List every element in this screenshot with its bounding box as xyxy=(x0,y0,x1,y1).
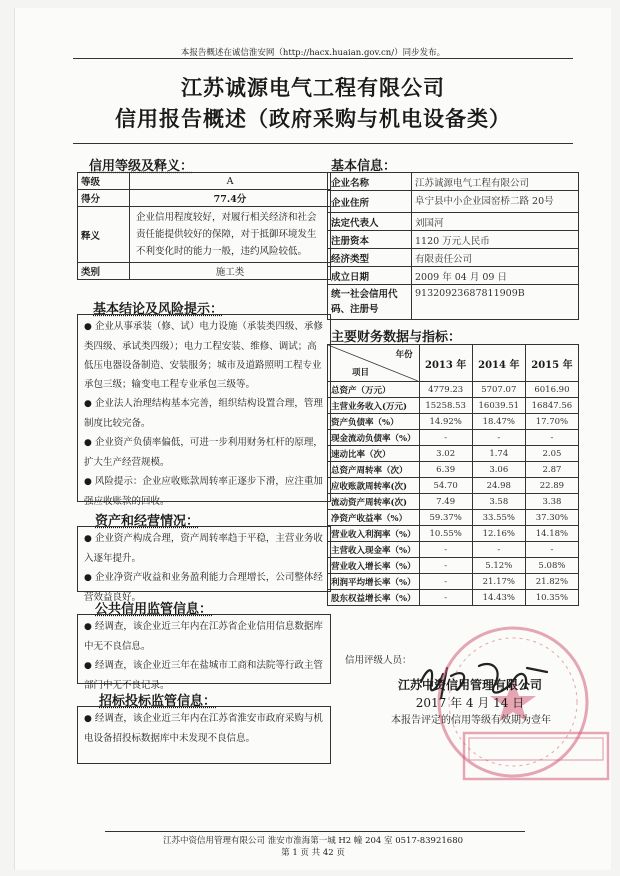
metric-name: 资产负债率（%） xyxy=(328,414,420,430)
footer-divider xyxy=(105,831,525,832)
metric-value: 5.12% xyxy=(472,558,525,574)
metric-name: 速动比率（次） xyxy=(328,446,420,462)
metric-value: 22.89 xyxy=(525,478,578,494)
metric-value: 14.43% xyxy=(472,590,525,606)
metric-value: 7.49 xyxy=(419,494,472,510)
financial-row xyxy=(328,446,579,462)
metric-value: 21.17% xyxy=(472,574,525,590)
bidding-item: ● 经调查，该企业近三年内在江苏省淮安市政府采购与机电设备招投标数据库中未发现不良信息。 xyxy=(84,713,323,744)
metric-value: 14.92% xyxy=(419,414,472,430)
assets-operations-box xyxy=(77,526,331,603)
founded-row: 成立日期 2009 年 04 月 09 日 xyxy=(328,267,579,285)
metric-value: - xyxy=(472,542,525,558)
conclusion-item: ● 企业法人治理结构基本完善，组织结构设置合理，管理制度比较完备。 xyxy=(84,398,323,429)
metric-name: 主营收入现金率（%） xyxy=(328,542,420,558)
metric-name: 股东权益增长率（%） xyxy=(328,590,420,606)
metric-value: 17.70% xyxy=(525,414,578,430)
financial-row xyxy=(328,510,579,526)
bullet-icon: ● xyxy=(84,534,92,544)
metric-value: - xyxy=(419,574,472,590)
public-credit-item: ● 经调查，该企业近三年在盐城市工商和法院等行政主管部门中无不良记录。 xyxy=(84,660,323,691)
bullet-icon: ● xyxy=(84,714,92,724)
conclusion-item: ● 企业资产负债率偏低，可进一步利用财务杠杆的原理，扩大生产经营规模。 xyxy=(84,437,323,468)
category-row xyxy=(78,263,331,280)
metric-value: 54.70 xyxy=(419,478,472,494)
legal-rep-value: 刘国河 xyxy=(412,213,579,231)
category-value: 施工类 xyxy=(130,263,331,280)
score-value: 77.4分 xyxy=(130,190,331,207)
company-name-value: 江苏诚源电气工程有限公司 xyxy=(412,173,579,191)
metric-value: 2.05 xyxy=(525,446,578,462)
metric-value: - xyxy=(472,430,525,446)
financial-row xyxy=(328,398,579,414)
bullet-icon: ● xyxy=(84,322,92,332)
corner-year-label: 年份 xyxy=(395,350,413,360)
metric-value: - xyxy=(525,430,578,446)
metric-value: 12.16% xyxy=(472,526,525,542)
metric-name: 总资产（万元） xyxy=(328,382,420,398)
assets-item: ● 企业资产构成合理，资产周转率趋于平稳，主营业务收入逐年提升。 xyxy=(84,533,323,564)
financial-row xyxy=(328,382,579,398)
metric-name: 利润平均增长率（%） xyxy=(328,574,420,590)
capital-value: 1120 万元人民币 xyxy=(412,231,579,249)
metric-value: 10.35% xyxy=(525,590,578,606)
public-credit-box xyxy=(77,614,331,691)
credit-code-value: 91320923687811909B xyxy=(412,285,579,320)
financial-row xyxy=(328,478,579,494)
metric-value: 2.87 xyxy=(525,462,578,478)
assets-operations-heading: 资产和经营情况： xyxy=(95,514,200,529)
conclusion-item: ● 企业从事承装（修、试）电力设施（承装类四级、承修类四级、承试类四级）；电力工程安装、维修、调试；高低压电器设备制造、安装服务；城市及道路照明工程专业承包三级；输变电工程专业承包三级等。 xyxy=(84,321,323,390)
financial-row xyxy=(328,526,579,542)
score-row xyxy=(78,190,331,207)
report-stamp-icon xyxy=(461,730,611,782)
metric-value: 16847.56 xyxy=(525,398,578,414)
metric-value: 6.39 xyxy=(419,462,472,478)
bidding-heading: 招标投标监管信息： xyxy=(99,694,217,709)
metric-value: 33.55% xyxy=(472,510,525,526)
public-credit-heading: 公共信用监管信息： xyxy=(95,602,213,617)
report-title: 信用报告概述（政府采购与机电设备类） xyxy=(115,106,511,131)
metric-value: 24.98 xyxy=(472,478,525,494)
grade-value: A xyxy=(130,173,331,190)
category-label: 类别 xyxy=(78,263,130,280)
metric-value: 15258.53 xyxy=(419,398,472,414)
grade-row xyxy=(78,173,331,190)
metric-value: 59.37% xyxy=(419,510,472,526)
financial-row xyxy=(328,558,579,574)
issuer-name: 江苏中资信用管理有限公司 xyxy=(397,678,542,692)
financial-row xyxy=(328,462,579,478)
bullet-icon: ● xyxy=(84,399,92,409)
title-divider xyxy=(73,143,573,144)
metric-value: - xyxy=(525,542,578,558)
rater-label: 信用评级人员： xyxy=(345,655,412,666)
financial-table xyxy=(327,344,579,606)
metric-value: 3.58 xyxy=(472,494,525,510)
basic-conclusion-box xyxy=(77,314,331,507)
basic-info-table xyxy=(327,172,579,320)
grade-label: 等级 xyxy=(78,173,130,190)
metric-value: - xyxy=(419,430,472,446)
metric-value: 6016.90 xyxy=(525,382,578,398)
publication-notice: 本报告概述在诚信淮安网（http://hacx.huaian.gov.cn/）同步发布。 xyxy=(180,48,446,58)
bidding-box xyxy=(77,706,331,764)
company-name-row: 企业名称 江苏诚源电气工程有限公司 xyxy=(328,173,579,191)
bullet-icon: ● xyxy=(84,661,92,671)
metric-name: 流动资产周转率(次) xyxy=(328,494,420,510)
metric-value: 16039.51 xyxy=(472,398,525,414)
footer-address: 江苏中资信用管理有限公司 淮安市淮海第一城 H2 幢 204 室 0517-83921680 xyxy=(162,836,464,846)
financial-header-row xyxy=(328,345,579,382)
company-title: 江苏诚源电气工程有限公司 xyxy=(181,75,445,100)
report-page xyxy=(14,8,611,870)
metric-value: 18.47% xyxy=(472,414,525,430)
metric-value: 21.82% xyxy=(525,574,578,590)
financial-row xyxy=(328,494,579,510)
metric-name: 应收账款周转率(次) xyxy=(328,478,420,494)
economic-type-row: 经济类型 有限责任公司 xyxy=(328,249,579,267)
metric-value: 3.38 xyxy=(525,494,578,510)
credit-grade-heading: 信用等级及释义： xyxy=(89,159,194,174)
assets-item: ● 企业净资产收益和业务盈利能力合理增长，公司整体经营效益良好。 xyxy=(84,572,323,603)
metric-name: 主营业务收入(万元) xyxy=(328,398,420,414)
credit-grade-table xyxy=(77,172,331,280)
page-number: 第 1 页 共 42 页 xyxy=(281,848,345,858)
metric-value: 5.08% xyxy=(525,558,578,574)
credit-code-row: 统一社会信用代码、注册号 91320923687811909B xyxy=(328,285,579,320)
year-header: 2013 年 xyxy=(419,345,472,382)
financial-row xyxy=(328,574,579,590)
financial-row xyxy=(328,414,579,430)
score-label: 得分 xyxy=(78,190,130,207)
metric-value: 37.30% xyxy=(525,510,578,526)
risk-warning-item: ● 风险提示：企业应收账款周转率正逐步下滑，应注重加强应收账款的回收。 xyxy=(84,476,323,507)
definition-row xyxy=(78,207,331,263)
metric-value: - xyxy=(419,558,472,574)
metric-value: - xyxy=(419,542,472,558)
address-value: 阜宁县中小企业园窑桥二路 20号 xyxy=(412,191,579,213)
year-header: 2015 年 xyxy=(525,345,578,382)
bullet-icon: ● xyxy=(84,438,92,448)
bullet-icon: ● xyxy=(84,477,92,487)
metric-value: - xyxy=(419,590,472,606)
metric-name: 现金流动负债率（%） xyxy=(328,430,420,446)
metric-value: 4779.23 xyxy=(419,382,472,398)
metric-name: 营业收入增长率（%） xyxy=(328,558,420,574)
year-header: 2014 年 xyxy=(472,345,525,382)
financial-heading: 主要财务数据与指标： xyxy=(331,330,462,345)
founded-value: 2009 年 04 月 09 日 xyxy=(412,267,579,285)
metric-name: 净资产收益率（%） xyxy=(328,510,420,526)
metric-value: 5707.07 xyxy=(472,382,525,398)
capital-row: 注册资本 1120 万元人民币 xyxy=(328,231,579,249)
validity-note: 本报告评定的信用等级有效期为壹年 xyxy=(391,715,551,726)
bullet-icon: ● xyxy=(84,622,92,632)
corner-cell xyxy=(328,345,420,382)
definition-label: 释义 xyxy=(78,207,130,263)
economic-type-value: 有限责任公司 xyxy=(412,249,579,267)
metric-name: 总资产周转率（次） xyxy=(328,462,420,478)
corner-item-label: 项目 xyxy=(352,368,370,378)
financial-row xyxy=(328,542,579,558)
legal-rep-row: 法定代表人 刘国河 xyxy=(328,213,579,231)
metric-name: 营业收入利润率（%） xyxy=(328,526,420,542)
financial-row xyxy=(328,430,579,446)
basic-info-heading: 基本信息： xyxy=(331,159,397,174)
financial-row xyxy=(328,590,579,606)
basic-conclusion-heading: 基本结论及风险提示： xyxy=(93,302,224,317)
issue-date: 2017 年 4 月 14 日 xyxy=(415,696,525,710)
header-divider xyxy=(73,58,573,59)
public-credit-item: ● 经调查，该企业近三年内在江苏省企业信用信息数据库中无不良信息。 xyxy=(84,621,323,652)
metric-value: 14.18% xyxy=(525,526,578,542)
metric-value: 1.74 xyxy=(472,446,525,462)
bullet-icon: ● xyxy=(84,573,92,583)
definition-value: 企业信用程度较好，对履行相关经济和社会责任能提供较好的保障，对于抵御环境发生不利变化时的能力一般，违约风险较低。 xyxy=(130,207,331,263)
metric-value: 3.02 xyxy=(419,446,472,462)
metric-value: 10.55% xyxy=(419,526,472,542)
metric-value: 3.06 xyxy=(472,462,525,478)
address-row: 企业住所 阜宁县中小企业园窑桥二路 20号 xyxy=(328,191,579,213)
